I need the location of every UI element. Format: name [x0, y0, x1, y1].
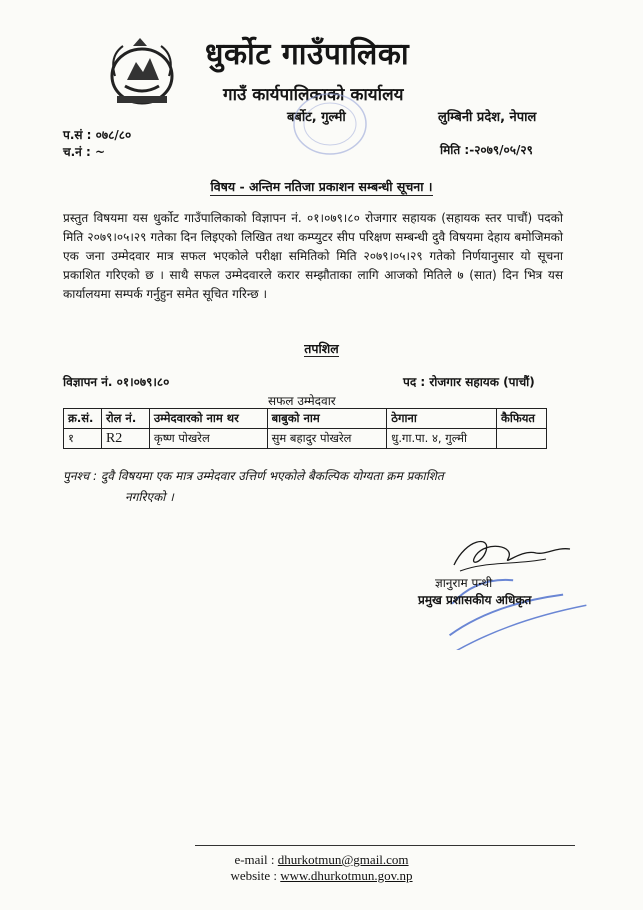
table-caption: सफल उम्मेदवार [268, 394, 336, 408]
email-link[interactable]: dhurkotmun@gmail.com [277, 852, 409, 867]
table-header-row [64, 409, 547, 429]
website-line [0, 868, 643, 884]
column-header: ठेगाना [387, 409, 497, 429]
website-label: website : [230, 868, 281, 883]
postscript-line-1: पुनश्च : दुवै विषयमा एक मात्र उम्मेदवार उत्तिर्ण भएकोले बैकल्पिक योग्यता क्रम प्रकाशित [63, 469, 444, 483]
reference-numbers [63, 127, 131, 161]
letter-number: प.सं : ०७८/८० [63, 128, 132, 142]
serial-cell: १ [64, 429, 102, 449]
footer [0, 852, 643, 884]
notice-body: प्रस्तुत विषयमा यस धुर्कोट गाउँपालिकाको विज्ञापन नं. ०१।०७९।८० रोजगार सहायक (सहायक स्तर पाचौं) पदको मिति २०७९।०५।२९ गतेका दिन लिइएको लिखित तथा कम्प्युटर सीप परिक्षण सम्बन्धी दुवै विषयमा देहाय बमोजिमको एक जना उम्मेदवार मात्र सफल भएकोले परीक्षा समितिको मिति २०७९।०५।२९ गतेको निर्णयानुसार यो सूचना प्रकाशित गरिएको छ । साथै सफल उम्मेदवारले करार सम्झौताका लागि आजको मितिले ७ (सात) दिन भित्र यस कार्यालयमा सम्पर्क गर्नुहुन समेत सूचित गरिन्छ । [63, 211, 563, 301]
roll-number-cell: R2 [101, 429, 149, 449]
footer-divider [195, 845, 575, 846]
column-header: रोल नं. [101, 409, 149, 429]
column-header: कैफियत [497, 409, 547, 429]
postscript-note [63, 466, 563, 508]
email-line [0, 852, 643, 868]
postscript-line-2: नगरिएको । [125, 490, 174, 504]
office-subtitle: गाउँ कार्यपालिकाको कार्यालय [223, 85, 404, 105]
candidate-name-cell: कृष्ण पोखरेल [149, 429, 267, 449]
father-name-cell: सुम बहादुर पोखरेल [267, 429, 387, 449]
province-label: लुम्बिनी प्रदेश, नेपाल [438, 110, 537, 125]
website-link[interactable]: www.dhurkotmun.gov.np [280, 868, 413, 883]
dispatch-number: च.नं : ~ [63, 145, 106, 159]
column-header: बाबुको नाम [267, 409, 387, 429]
successful-candidates-table [63, 408, 547, 449]
subject-text: विषय - अन्तिम नतिजा प्रकाशन सम्बन्धी सूचना । [210, 179, 433, 194]
office-seal-stamp-icon [290, 90, 370, 158]
subject-line [0, 178, 643, 195]
remarks-cell [497, 429, 547, 449]
signature-icon [446, 531, 576, 579]
column-header: क्र.सं. [64, 409, 102, 429]
table-row [64, 429, 547, 449]
office-location: बर्बोट, गुल्मी [287, 110, 346, 125]
signatory-name: ज्ञानुराम पन्थी [435, 576, 493, 590]
details-heading-text: तपशिल [304, 341, 339, 356]
advertisement-number: विज्ञापन नं. ०१।०७९।८० [63, 375, 170, 389]
signatory-title: प्रमुख प्रशासकीय अधिकृत [418, 593, 532, 607]
email-label: e-mail : [234, 852, 278, 867]
post-label: पद : रोजगार सहायक (पाचौं) [403, 375, 535, 389]
letter-date: मिति :-२०७९/०५/२९ [440, 143, 533, 157]
details-heading [0, 340, 643, 357]
column-header: उम्मेदवारको नाम थर [149, 409, 267, 429]
organization-title: धुर्कोट गाउँपालिका [205, 37, 410, 72]
nepal-emblem-icon [103, 36, 181, 106]
address-cell: धु.गा.पा. ४, गुल्मी [387, 429, 497, 449]
